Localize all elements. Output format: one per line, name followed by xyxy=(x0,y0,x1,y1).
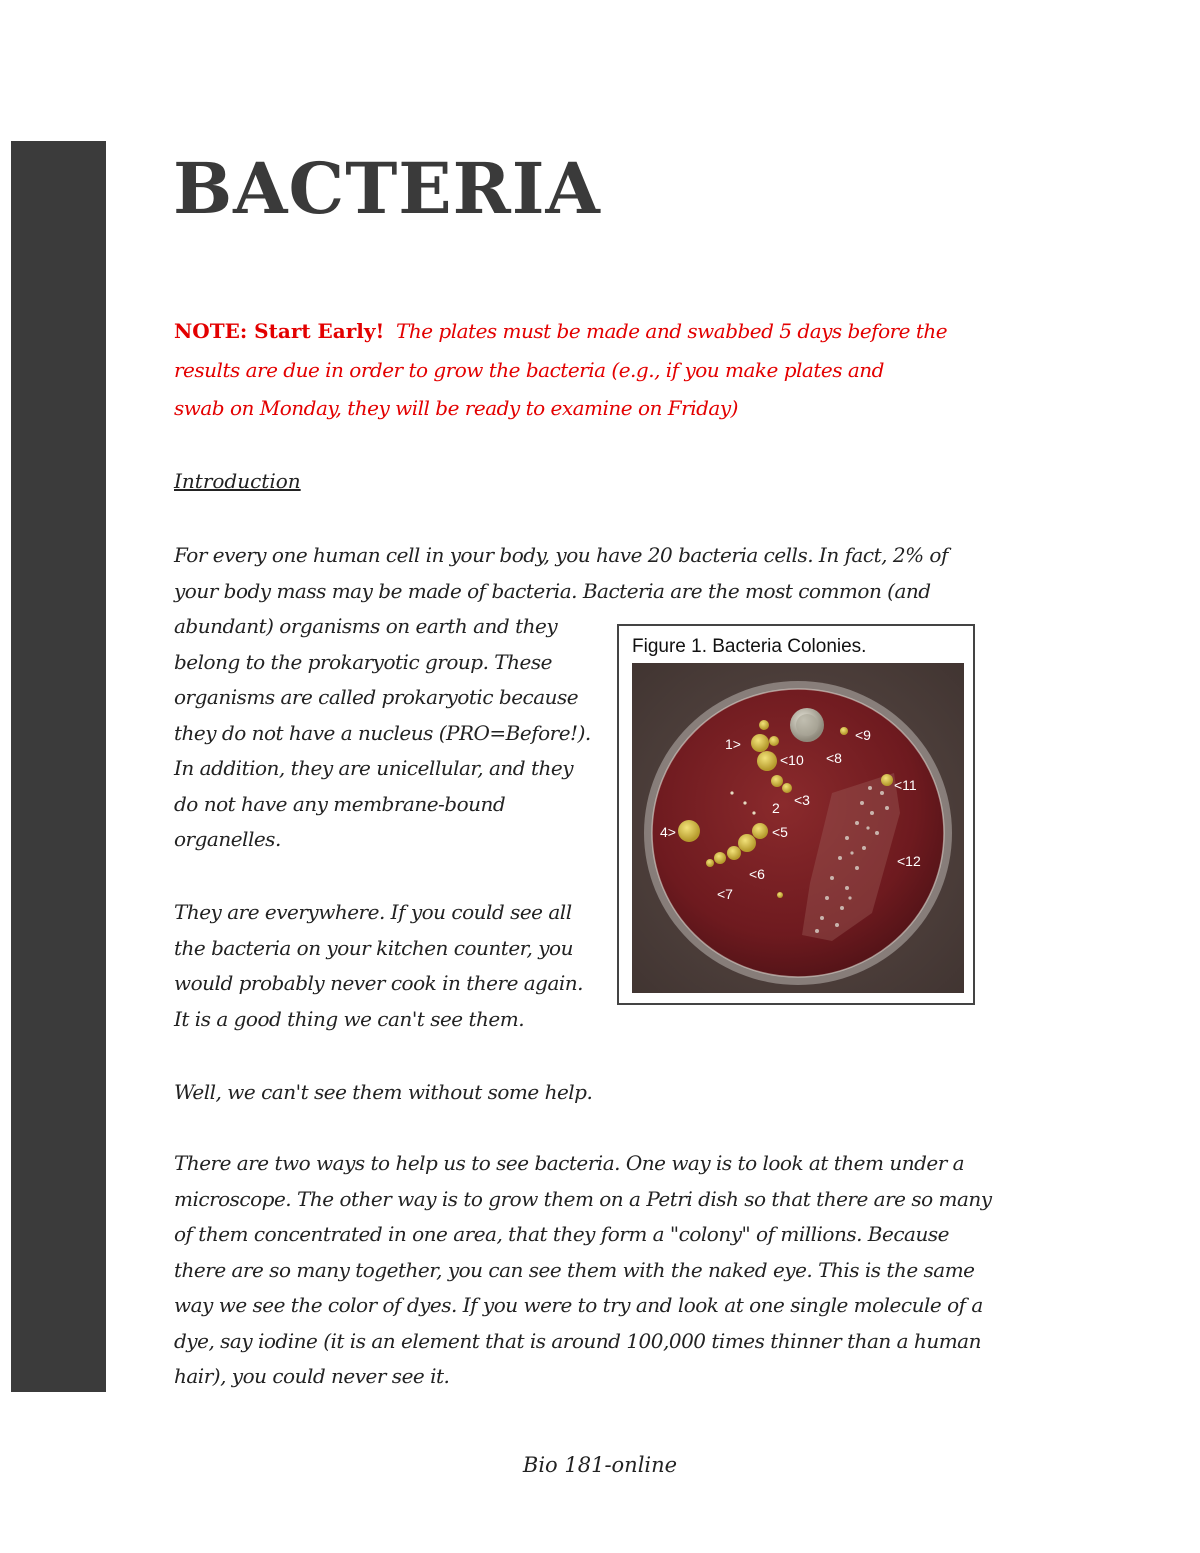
note-paragraph xyxy=(174,312,1014,428)
petri-dish-photo xyxy=(632,663,964,993)
text-line: For every one human cell in your body, you have 20 bacteria cells. In fact, 2% of xyxy=(174,543,948,567)
colony-dot xyxy=(752,811,755,814)
text-line: would probably never cook in there again. xyxy=(174,971,584,995)
text-line: belong to the prokaryotic group. These xyxy=(174,649,552,674)
intro-paragraph-3 xyxy=(174,1075,1004,1111)
intro-heading: Introduction xyxy=(174,469,301,493)
figure-bacteria-colonies xyxy=(617,624,975,1005)
text-line: do not have any membrane-bound xyxy=(174,791,506,816)
text-line: microscope. The other way is to grow them on a Petri dish so that there are so many xyxy=(174,1186,992,1211)
colony-7 xyxy=(714,852,726,864)
colony-10 xyxy=(757,751,777,771)
colony-8-center xyxy=(796,714,818,736)
intro-paragraph-1 xyxy=(174,538,1004,609)
text-line: abundant) organisms on earth and they xyxy=(174,614,558,638)
text-line: way we see the color of dyes. If you were to try and look at one single molecule of a xyxy=(174,1293,983,1317)
intro-paragraph-4 xyxy=(174,1146,1004,1395)
colony-1 xyxy=(751,734,769,752)
colony-label: 2 xyxy=(772,800,780,816)
colony-small xyxy=(706,859,714,867)
colony-dot xyxy=(743,801,746,804)
note-line: swab on Monday, they will be ready to examine on Friday) xyxy=(174,396,738,420)
text-line: of them concentrated in one area, that they form a "colony" of millions. Because xyxy=(174,1222,949,1246)
side-bar xyxy=(11,141,106,1392)
text-line: Well, we can't see them without some help. xyxy=(174,1080,593,1104)
figure-caption: Figure 1. Bacteria Colonies. xyxy=(632,636,867,657)
text-line: they do not have a nucleus (PRO=Before!). xyxy=(174,720,591,745)
colony-small xyxy=(769,736,779,746)
text-line: organelles. xyxy=(174,827,281,851)
note-line: results are due in order to grow the bacteria (e.g., if you make plates and xyxy=(174,357,884,382)
text-line: there are so many together, you can see them with the naked eye. This is the same xyxy=(174,1257,975,1282)
note-line: The plates must be made and swabbed 5 days before the xyxy=(396,319,948,343)
colony-4 xyxy=(678,820,700,842)
colony-6b xyxy=(727,846,741,860)
note-lead: NOTE: Start Early! xyxy=(174,319,385,343)
colony-label: <9 xyxy=(855,727,871,743)
text-line: They are everywhere. If you could see all xyxy=(174,900,572,924)
intro-paragraph-1-wrap xyxy=(174,609,594,858)
colony-label: <11 xyxy=(894,777,917,793)
colony-label: <8 xyxy=(826,750,842,766)
text-line: It is a good thing we can't see them. xyxy=(174,1006,525,1031)
page-title: BACTERIA xyxy=(173,147,601,230)
colony-2 xyxy=(771,775,783,787)
colony-5 xyxy=(752,823,768,839)
text-line: the bacteria on your kitchen counter, you xyxy=(174,935,573,960)
page-footer: Bio 181-online xyxy=(522,1453,678,1477)
colony-small xyxy=(759,720,769,730)
colony-label: <12 xyxy=(897,853,921,869)
text-line: In addition, they are unicellular, and they xyxy=(174,756,574,780)
text-line: organisms are called prokaryotic because xyxy=(174,685,579,709)
colony-label: <10 xyxy=(780,752,804,768)
text-line: There are two ways to help us to see bacteria. One way is to look at them under a xyxy=(174,1151,965,1175)
colony-6 xyxy=(738,834,756,852)
colony-small xyxy=(777,892,783,898)
text-line: hair), you could never see it. xyxy=(174,1364,450,1388)
colony-dot xyxy=(730,791,733,794)
colony-label: 1> xyxy=(725,736,741,752)
colony-label: 4> xyxy=(660,824,676,840)
colony-9 xyxy=(840,727,848,735)
intro-paragraph-2 xyxy=(174,895,594,1037)
colony-11 xyxy=(881,774,893,786)
text-line: dye, say iodine (it is an element that is around 100,000 times thinner than a human xyxy=(174,1328,981,1353)
colony-label: <3 xyxy=(794,792,810,808)
colony-label: <5 xyxy=(772,824,788,840)
colony-label: <7 xyxy=(717,886,733,902)
colony-3 xyxy=(782,783,792,793)
text-line: your body mass may be made of bacteria. Bacteria are the most common (and xyxy=(174,578,931,603)
colony-label: <6 xyxy=(749,866,765,882)
